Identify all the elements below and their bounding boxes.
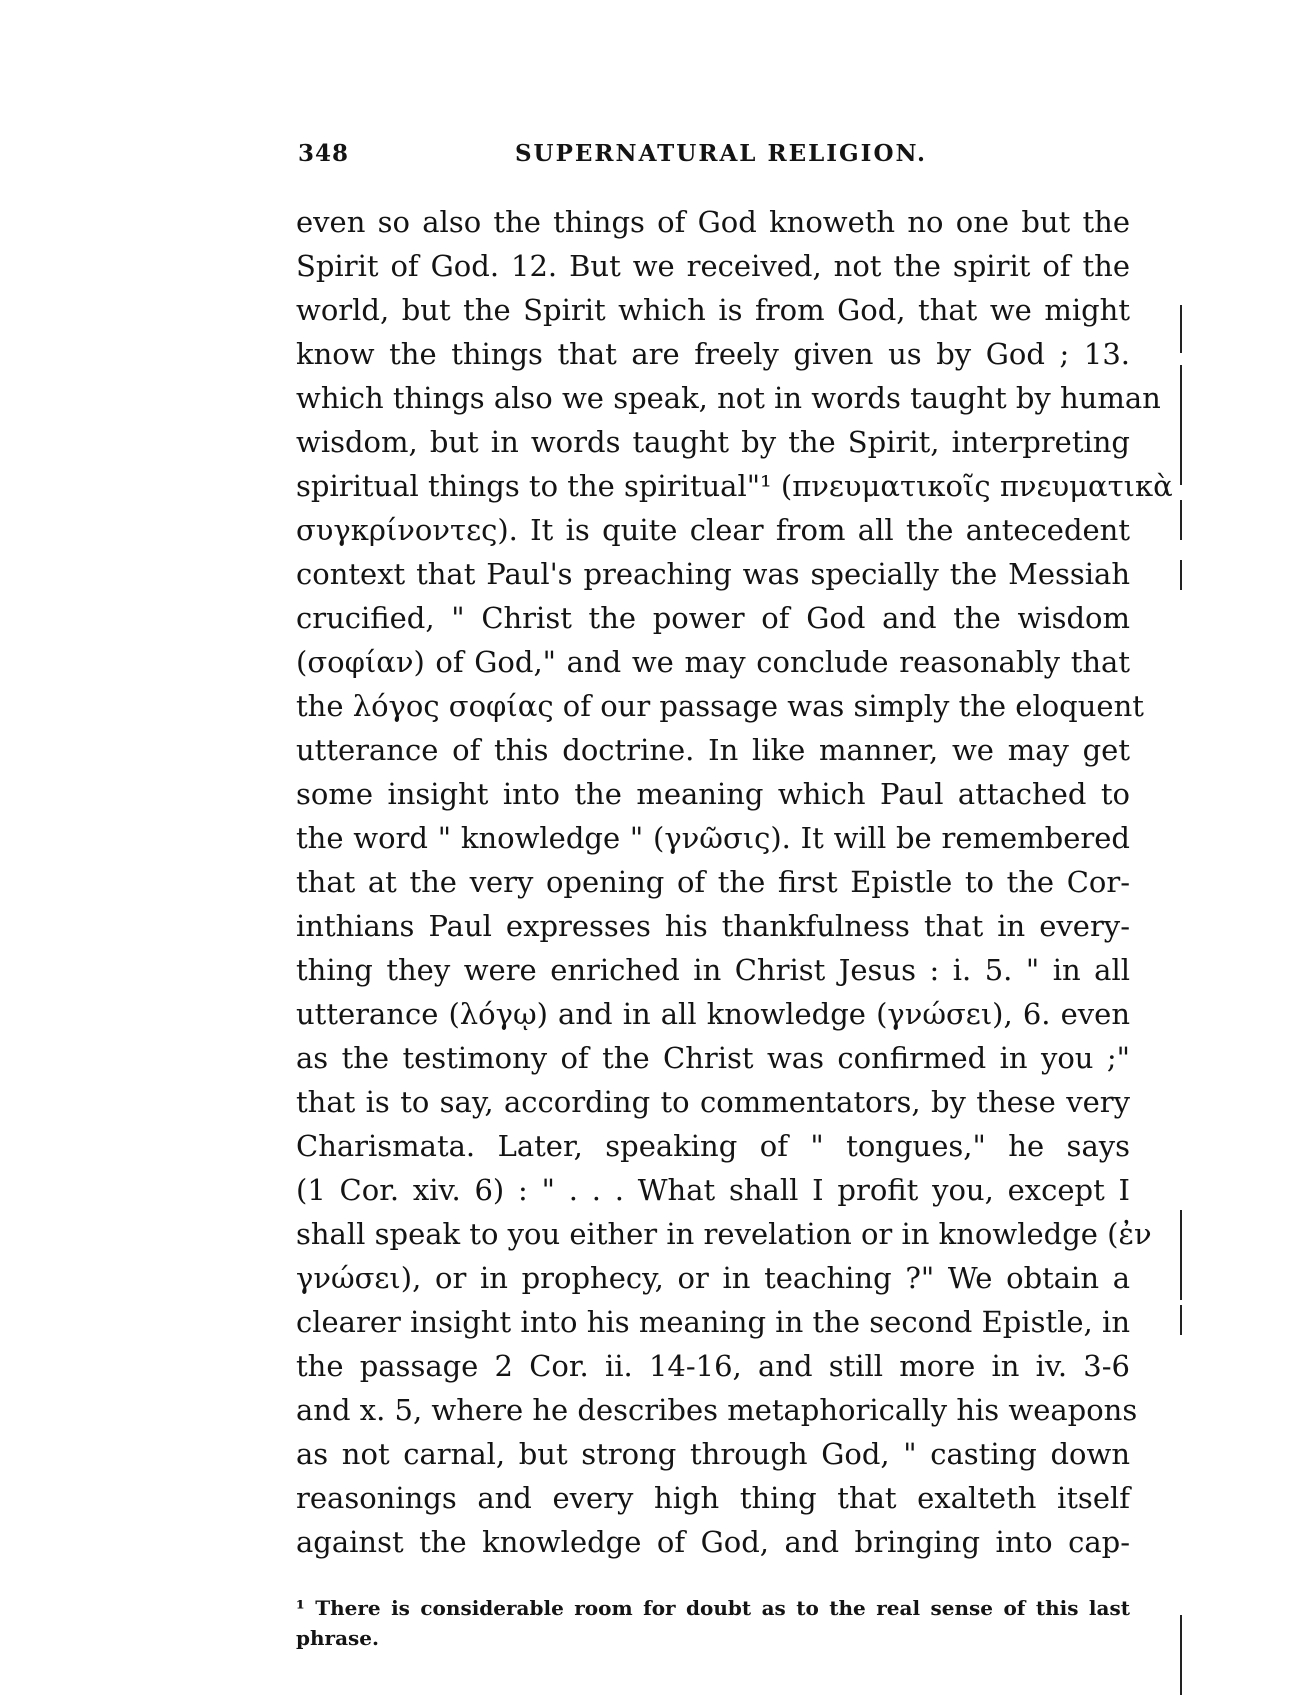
text-line: crucified, " Christ the power of God and the wisdom [296,601,1130,635]
text-line: against the knowledge of God, and bringing into cap- [296,1525,1130,1559]
footnote [296,1593,1130,1653]
text-line: utterance of this doctrine. In like manner, we may get [296,733,1130,767]
text-line: Spirit of God. 12. But we received, not the spirit of the [296,249,1130,283]
text-line: utterance (λόγῳ) and in all knowledge (γνώσει), 6. even [296,997,1130,1031]
body-text [296,200,1173,1564]
running-title: SUPERNATURAL RELIGION. [514,140,928,167]
scan-margin-mark [1180,560,1182,590]
text-line: the passage 2 Cor. ii. 14-16, and still more in iv. 3-6 [296,1349,1130,1383]
scan-margin-mark [1180,1210,1182,1300]
page-header [298,140,1144,176]
text-line: (1 Cor. xiv. 6) : " . . . What shall I profit you, except I [296,1173,1130,1207]
text-line: context that Paul's preaching was specially the Messiah [296,557,1130,591]
page-number: 348 [298,140,350,167]
scan-margin-mark [1180,1615,1182,1695]
footnote-line: ¹ There is considerable room for doubt as to the real sense of this last [296,1596,1130,1620]
text-line: συγκρίνοντες). It is quite clear from all the antecedent [296,513,1130,547]
scan-margin-mark [1180,365,1182,485]
text-line: which things also we speak, not in words taught by human [296,381,1161,415]
text-line: even so also the things of God knoweth no one but the [296,205,1130,239]
text-line: that at the very opening of the first Epistle to the Cor- [296,865,1130,899]
text-line: γνώσει), or in prophecy, or in teaching ?" We obtain a [296,1261,1130,1295]
text-line: world, but the Spirit which is from God, that we might [296,293,1130,327]
scan-margin-mark [1180,500,1182,540]
text-line: shall speak to you either in revelation or in knowledge (ἐν [296,1217,1152,1251]
text-line: know the things that are freely given us by God ; 13. [296,337,1130,371]
text-line: wisdom, but in words taught by the Spirit, interpreting [296,425,1130,459]
text-line: (σοφίαν) of God," and we may conclude reasonably that [296,645,1130,679]
text-line: that is to say, according to commentators, by these very [296,1085,1130,1119]
text-line: some insight into the meaning which Paul attached to [296,777,1130,811]
text-line: as not carnal, but strong through God, " casting down [296,1437,1130,1471]
scan-margin-mark [1180,305,1182,353]
scan-margin-mark [1180,1305,1182,1335]
text-line: and x. 5, where he describes metaphorically his weapons [296,1393,1138,1427]
text-line: clearer insight into his meaning in the second Epistle, in [296,1305,1130,1339]
text-line: thing they were enriched in Christ Jesus : i. 5. " in all [296,953,1130,987]
text-line: Charismata. Later, speaking of " tongues," he says [296,1129,1130,1163]
text-line: inthians Paul expresses his thankfulness that in every- [296,909,1130,943]
text-line: reasonings and every high thing that exalteth itself [296,1481,1130,1515]
text-line: spiritual things to the spiritual"¹ (πνευματικοῖς πνευματικὰ [296,469,1173,503]
text-line: the word " knowledge " (γνῶσις). It will be remembered [296,821,1130,855]
text-line: as the testimony of the Christ was confirmed in you ;" [296,1041,1130,1075]
footnote-line: phrase. [296,1626,379,1650]
text-line: the λόγος σοφίας of our passage was simply the eloquent [296,689,1144,723]
